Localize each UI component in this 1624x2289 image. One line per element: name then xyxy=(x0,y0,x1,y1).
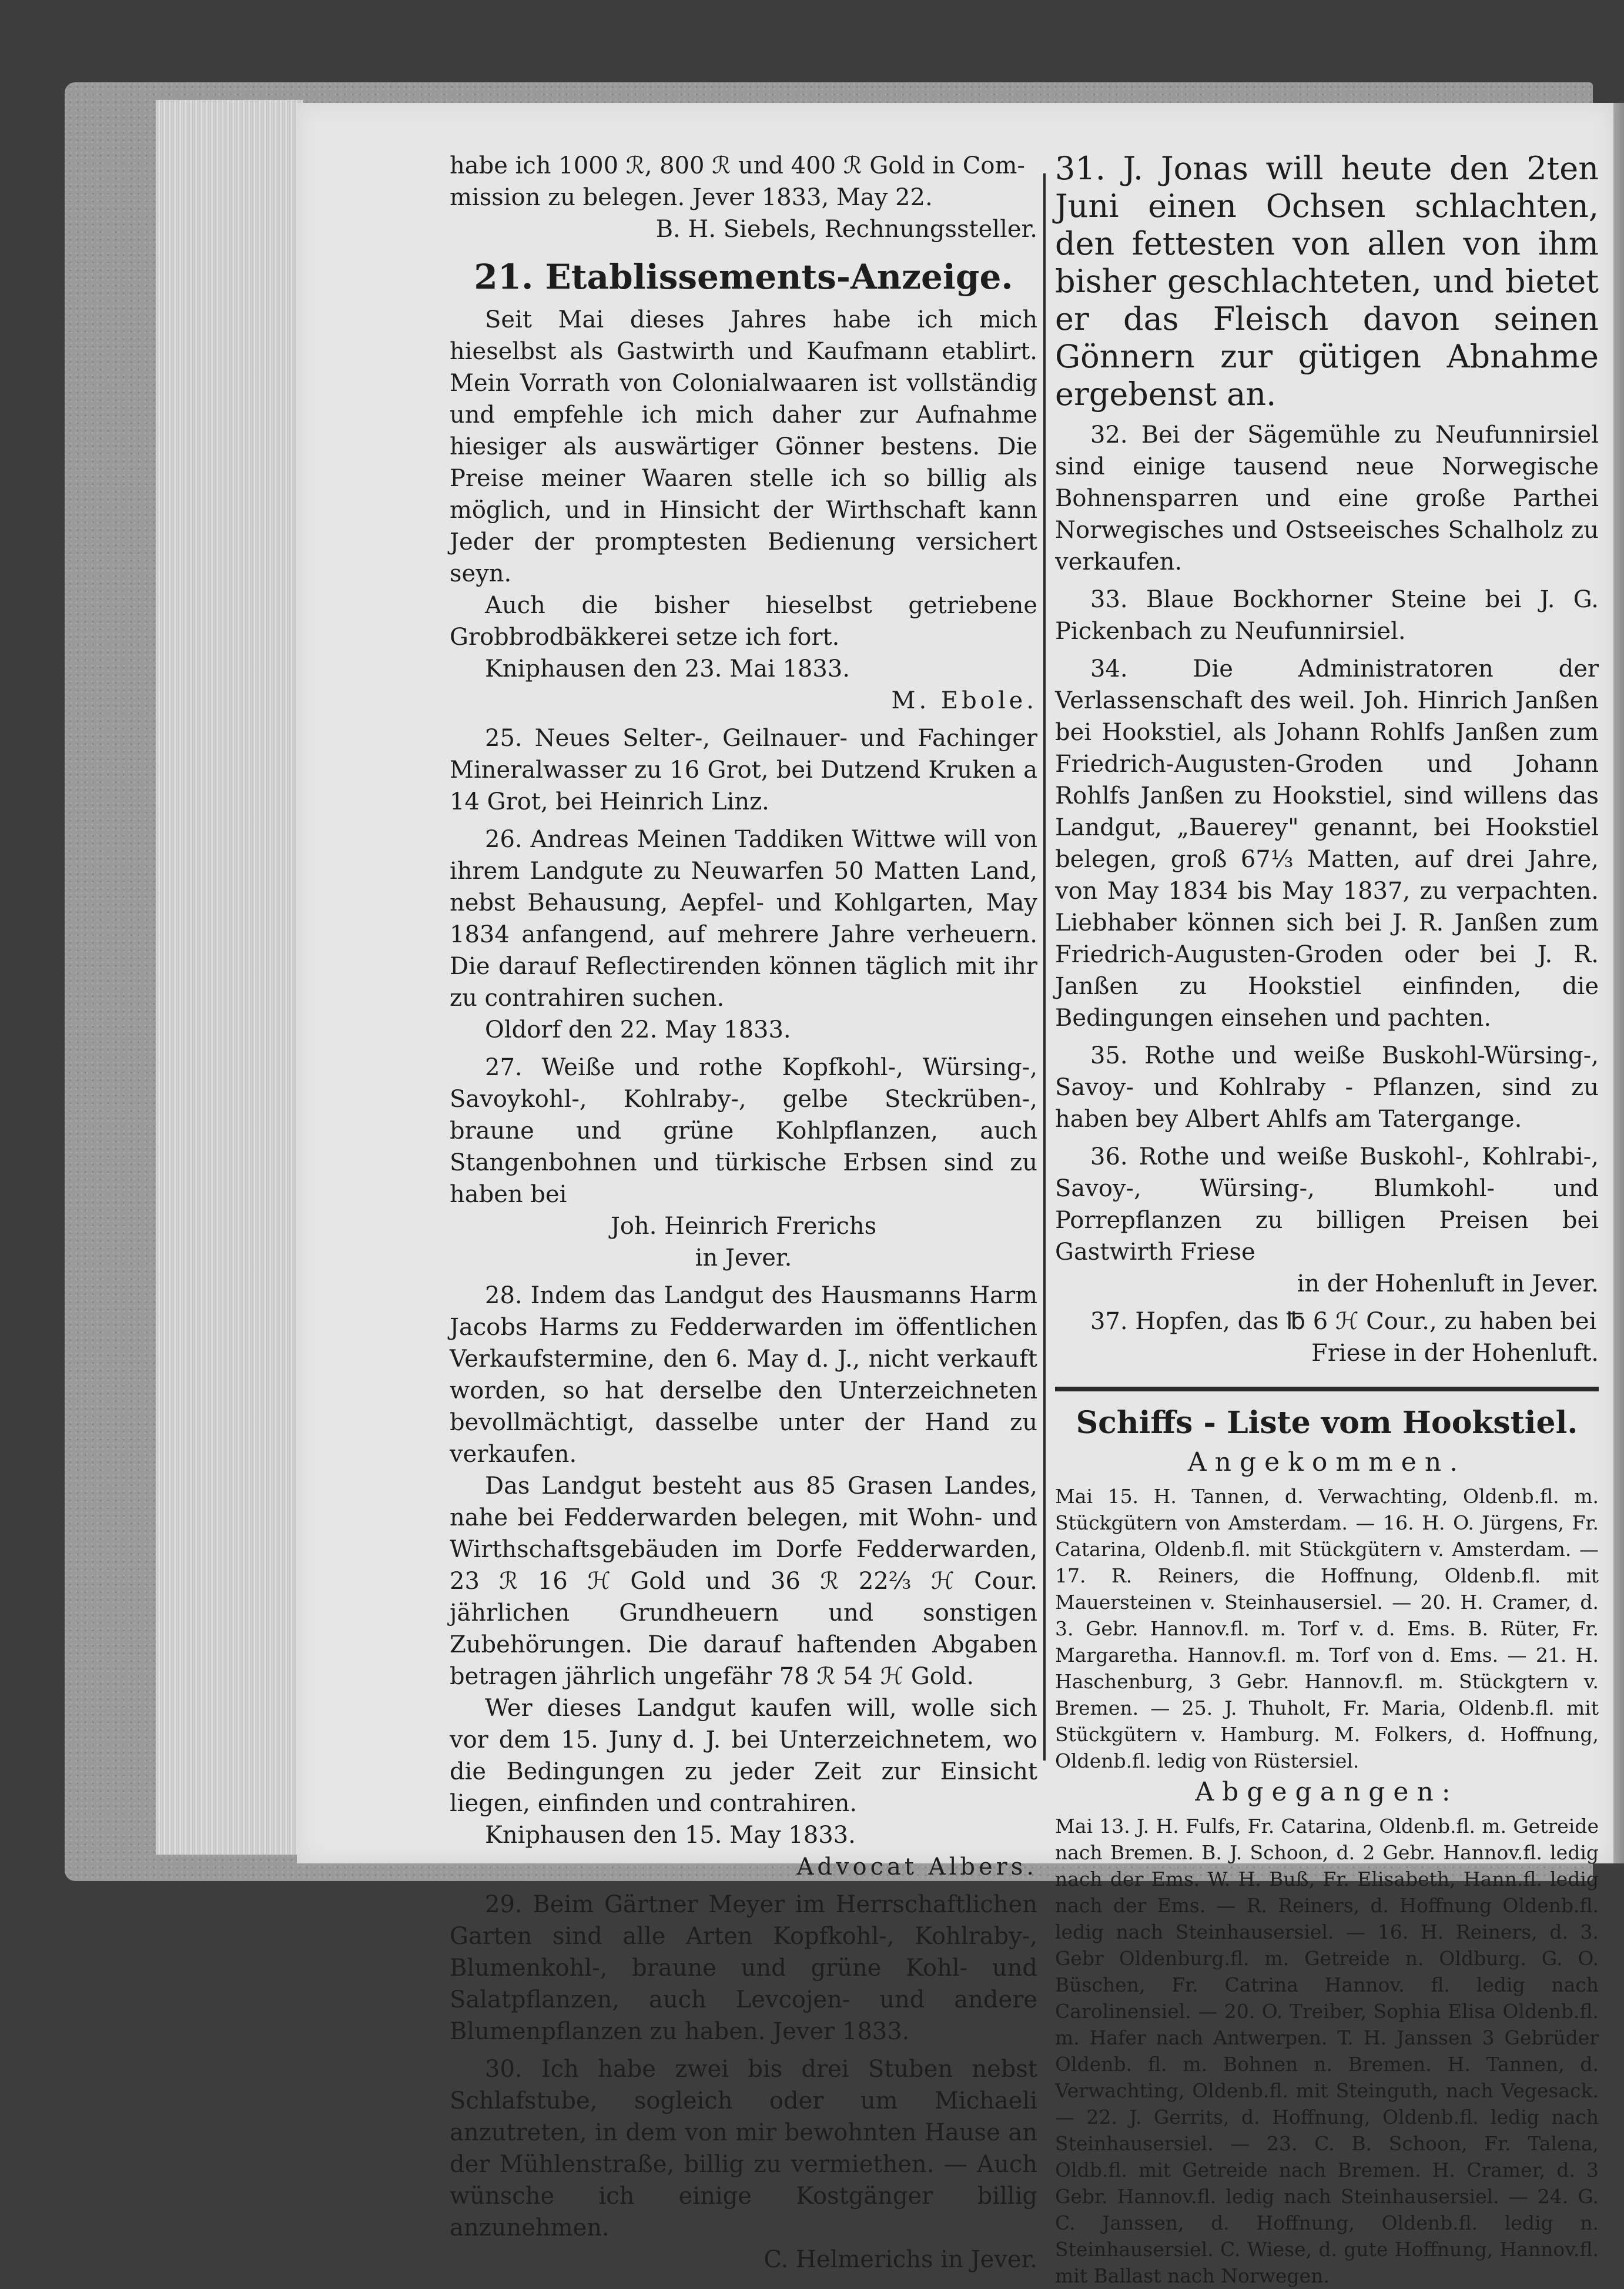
notice-32: 32. Bei der Sägemühle zu Neufunnirsiel sind einige tausend neue Norwegische Bohnensparren und eine große Parthei Norwegisches und Ostseeisches Schalholz zu verkaufen. xyxy=(1055,421,1599,575)
notice-28-place: Kniphausen den 15. May 1833. xyxy=(485,1822,856,1849)
section-rule xyxy=(1055,1387,1599,1391)
notice-37-signature: Friese in der Hohenluft. xyxy=(1311,1340,1599,1367)
notice-33: 33. Blaue Bockhorner Steine bei J. G. Pickenbach zu Neufunnirsiel. xyxy=(1055,586,1599,645)
ship-list-title: Schiffs - Liste vom Hookstiel. xyxy=(1076,1405,1578,1441)
notice-25: 25. Neues Selter-, Geilnauer- und Fachinger Mineralwasser zu 16 Grot, bei Dutzend Kruken a 14 Grot, bei Heinrich Linz. xyxy=(450,725,1037,815)
arrived-heading: Angekommen. xyxy=(1187,1447,1466,1477)
notice-37: 37. Hopfen, das ℔ 6 ℋ Cour., zu haben bei xyxy=(1090,1308,1597,1335)
arrived-list: Mai 15. H. Tannen, d. Verwachting, Oldenb.fl. m. Stückgütern von Amsterdam. — 16. H. O. Jürgens, Fr. Catarina, Oldenb.fl. mit Stückgütern v. Amsterdam. — 17. R. Reiners, die Hoffnung, Oldenb.fl. mit Mauersteinen v. Steinhausersiel. — 20. H. Cramer, d. 3. Gebr. Hannov.fl. m. Torf v. d. Ems. B. Rüter, Fr. Margaretha. Hannov.fl. m. Torf von d. Ems. — 21. H. Haschenburg, 3 Gebr. Hannov.fl. m. Stückgtern v. Bremen. — 25. J. Thuholt, Fr. Maria, Oldenb.fl. mit Stückgütern v. Hamburg. M. Folkers, d. Hoffnung, Oldenb.fl. ledig von Rüstersiel. xyxy=(1055,1485,1599,1772)
notice-36: 36. Rothe und weiße Buskohl-, Kohlrabi-, Savoy-, Würsing-, Blumkohl- und Porrepflanzen zu billigen Preisen bei Gastwirth Friese xyxy=(1055,1143,1599,1266)
column-divider xyxy=(1043,173,1046,1761)
intro-line-1: habe ich 1000 ℛ, 800 ℛ und 400 ℛ Gold in Com- xyxy=(450,152,1025,179)
notice-35: 35. Rothe und weiße Buskohl-Würsing-, Savoy- und Kohlraby - Pflanzen, sind zu haben bey Albert Ahlfs am Tatergange. xyxy=(1055,1042,1599,1133)
notice-28-signature: Advocat Albers. xyxy=(796,1853,1037,1880)
intro-line-2: mission zu belegen. Jever 1833, May 22. xyxy=(450,184,933,211)
notice-30: 30. Ich habe zwei bis drei Stuben nebst Schlafstube, sogleich oder um Michaeli anzutreten, in dem von mir bewohnten Hause an der Mühlenstraße, billig zu vermiethen. — Auch wünsche ich einige Kostgänger billig anzunehmen. xyxy=(450,2056,1037,2241)
notice-34: 34. Die Administratoren der Verlassenschaft des weil. Joh. Hinrich Janßen bei Hookstiel, als Johann Rohlfs Janßen zum Friedrich-Augusten-Groden und Johann Rohlfs Janßen zu Hookstiel, sind willens das Landgut, „Bauerey" genannt, bei Hookstiel belegen, groß 67⅓ Matten, auf drei Jahre, von May 1834 bis May 1837, zu verpachten. Liebhaber können sich bei J. R. Janßen zum Friedrich-Augusten-Groden oder bei J. R. Janßen zu Hookstiel einfinden, die Bedingungen einsehen und pachten. xyxy=(1055,655,1599,1032)
notice-28c: Wer dieses Landgut kaufen will, wolle sich vor dem 15. Juny d. J. bei Unterzeichnetem, wo die Bedingungen zu jeder Zeit zur Einsicht liegen, einfinden und contrahiren. xyxy=(450,1695,1037,1817)
departed-list: Mai 13. J. H. Fulfs, Fr. Catarina, Oldenb.fl. m. Getreide nach Bremen. B. J. Schoon, d. 2 Gebr. Hannov.fl. ledig nach der Ems. W. H. Buß, Fr. Elisabeth, Hann.fl. ledig nach der Ems. — R. Reiners, d. Hoffnung Oldenb.fl. ledig nach Steinhausersiel. — 16. H. Reiners, d. 3. Gebr Oldenburg.fl. m. Getreide n. Oldburg. G. O. Büschen, Fr. Catrina Hannov. fl. ledig nach Carolinensiel. — 20. O. Treiber, Sophia Elisa Oldenb.fl. m. Hafer nach Antwerpen. T. H. Janssen 3 Gebrüder Oldenb. fl. m. Bohnen n. Bremen. H. Tannen, d. Verwachting, Oldenb.fl. mit Steinguth, nach Vegesack. — 22. J. Gerrits, d. Hoffnung, Oldenb.fl. ledig nach Steinhausersiel. — 23. C. B. Schoon, Fr. Talena, Oldb.fl. mit Getreide nach Bremen. H. Cramer, d. 3 Gebr. Hannov.fl. ledig nach Steinhausersiel. — 24. G. C. Janssen, d. Hoffnung, Oldenb.fl. ledig n. Steinhausersiel. C. Wiese, d. gute Hoffnung, Hannov.fl. mit Ballast nach Norwegen. xyxy=(1055,1815,1599,2287)
notice-28b: Das Landgut besteht aus 85 Grasen Landes, nahe bei Fedderwarden belegen, mit Wohn- und Wirthschaftsgebäuden im Dorfe Fedderwarden, 23 ℛ 16 ℋ Gold und 36 ℛ 22⅔ ℋ Cour. jährlichen Grundheuern und sonstigen Zubehörungen. Die darauf haftenden Abgaben betragen jährlich ungefähr 78 ℛ 54 ℋ Gold. xyxy=(450,1473,1037,1690)
departed-heading: Abgegangen: xyxy=(1195,1777,1459,1807)
notice-31: 31. J. Jonas will heute den 2ten Juni einen Ochsen schlachten, den fettesten von allen von ihm bisher geschlachteten, und bietet er das Fleisch davon seinen Gönnern zur gütigen Abnahme ergebenst an. xyxy=(1055,150,1599,413)
intro-signature: B. H. Siebels, Rechnungssteller. xyxy=(655,216,1037,243)
notice-26: 26. Andreas Meinen Taddiken Wittwe will von ihrem Landgute zu Neuwarfen 50 Matten Land, nebst Behausung, Aepfel- und Kohlgarten, May 1834 anfangend, auf mehrere Jahre verheuern. Die darauf Reflectirenden können täglich mit ihr zu contrahiren suchen. xyxy=(450,826,1037,1012)
notice-26-place: Oldorf den 22. May 1833. xyxy=(485,1016,791,1043)
notice-21-place: Kniphausen den 23. Mai 1833. xyxy=(485,655,850,682)
notice-28: 28. Indem das Landgut des Hausmanns Harm Jacobs Harms zu Fedderwarden im öffentlichen Verkaufstermine, den 6. May d. J., nicht verkauft worden, so hat derselbe den Unterzeichneten bevollmächtigt, dasselbe unter der Hand zu verkaufen. xyxy=(450,1282,1037,1468)
notice-27-signature: Joh. Heinrich Frerichs xyxy=(610,1213,877,1240)
left-column xyxy=(450,150,1037,2275)
notice-21: Seit Mai dieses Jahres habe ich mich hieselbst als Gastwirth und Kaufmann etablirt. Mein Vorrath von Colonialwaaren ist vollständig und empfehle ich mich daher zur Aufnahme hiesiger als auswärtiger Gönner bestens. Die Preise meiner Waaren stelle ich so billig als möglich, und in Hinsicht der Wirthschaft kann Jeder der promptesten Bedienung versichert seyn. xyxy=(450,306,1037,587)
notice-36-signature: in der Hohenluft in Jever. xyxy=(1297,1270,1599,1297)
notice-21-signature: M. Ebole. xyxy=(891,687,1037,714)
page-edges xyxy=(156,100,303,1855)
notice-21b: Auch die bisher hieselbst getriebene Grobbrodbäkkerei setze ich fort. xyxy=(450,592,1037,651)
document-page xyxy=(297,103,1613,2287)
right-column xyxy=(1055,150,1599,2289)
notice-27-place: in Jever. xyxy=(695,1244,792,1271)
notice-27: 27. Weiße und rothe Kopfkohl-, Würsing-, Savoykohl-, Kohlraby-, gelbe Steckrüben-, braune und grüne Kohlpflanzen, auch Stangenbohnen und türkische Erbsen sind zu haben bei xyxy=(450,1054,1037,1208)
notice-30-signature: C. Helmerichs in Jever. xyxy=(764,2246,1037,2273)
section-heading: 21. Etablissements-Anzeige. xyxy=(474,257,1013,297)
notice-29: 29. Beim Gärtner Meyer im Herrschaftlichen Garten sind alle Arten Kopfkohl-, Kohlraby-, Blumenkohl-, braune und grüne Kohl- und Salatpflanzen, auch Levcojen- und andere Blumenpflanzen zu haben. Jever 1833. xyxy=(450,1891,1037,2045)
